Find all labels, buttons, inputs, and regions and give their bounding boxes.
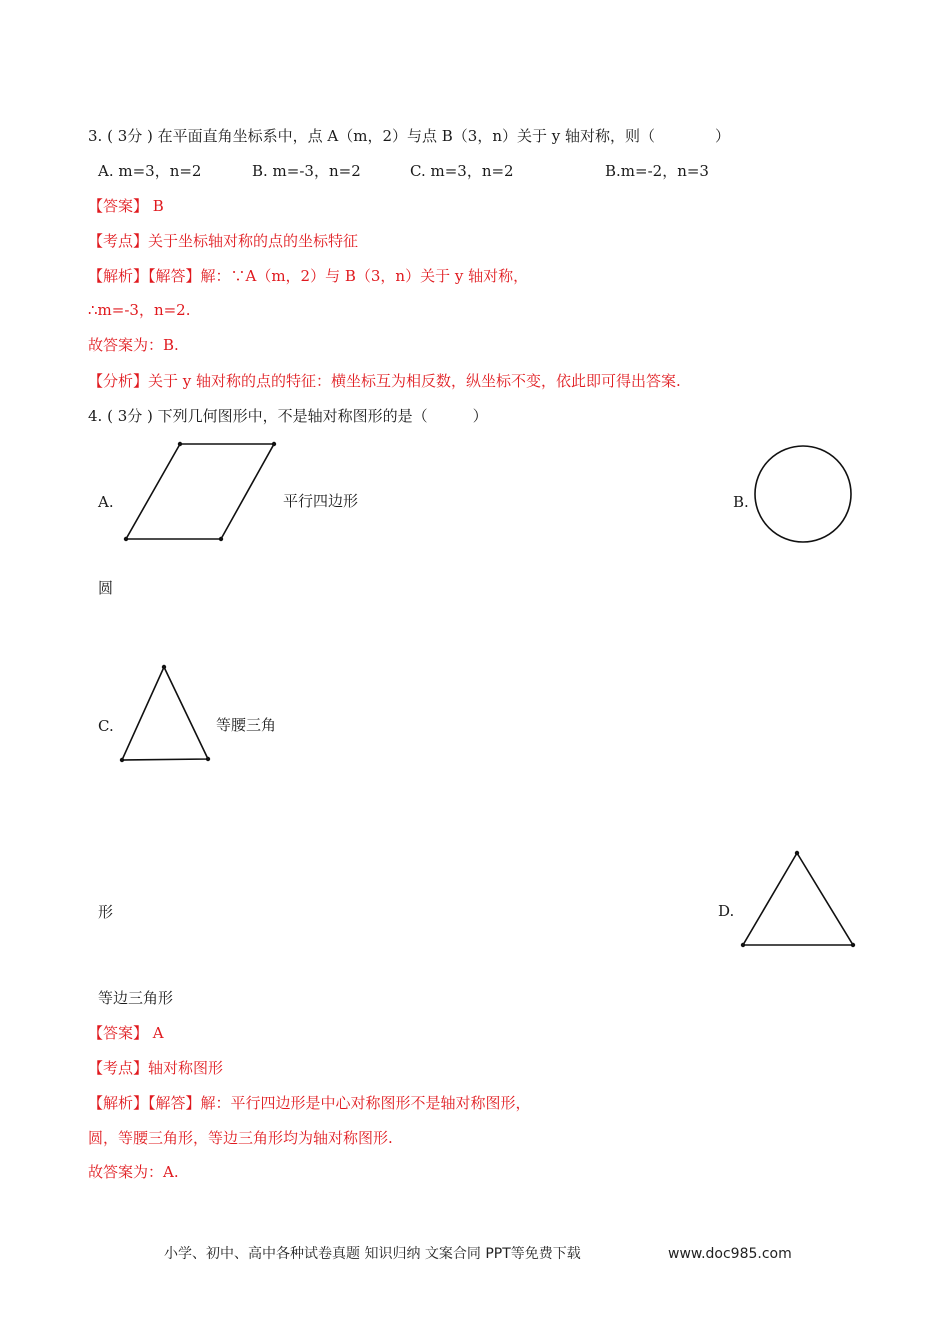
q3-option-a: A. m=3，n=2 (98, 162, 202, 180)
q3-note: 【分析】关于 y 轴对称的点的特征：横坐标互为相反数，纵坐标不变，依此即可得出答案. (88, 372, 681, 390)
q4-stem: 4. ( 3分 ) 下列几何图形中，不是轴对称图形的是（ ） (88, 407, 488, 425)
footer-text: 小学、初中、高中各种试卷真题 知识归纳 文案合同 PPT等免费下载 (164, 1246, 581, 1262)
q4-option-c-label-1: 等腰三角 (216, 716, 277, 734)
footer-url[interactable]: www.doc985.com (668, 1246, 792, 1262)
q4-option-d-letter: D. (718, 902, 735, 920)
q3-point: 【考点】关于坐标轴对称的点的坐标特征 (88, 232, 359, 250)
q3-option-b: B. m=-3，n=2 (252, 162, 361, 180)
q3-answer: 【答案】 B (88, 197, 164, 215)
q3-analysis-2: ∴m=-3，n=2. (88, 301, 191, 319)
q3-conclusion: 故答案为：B. (88, 336, 179, 354)
q4-option-a-label: 平行四边形 (283, 492, 359, 510)
q4-option-d-label: 等边三角形 (98, 989, 174, 1007)
q4-option-c-label-2: 形 (98, 903, 114, 921)
q4-answer: 【答案】 A (88, 1024, 164, 1042)
q4-option-b-letter: B. (733, 493, 749, 511)
q3-stem: 3. ( 3分 ) 在平面直角坐标系中，点 A（m，2）与点 B（3，n）关于 y 轴对称，则（ ） (88, 127, 731, 145)
q4-option-c-letter: C. (98, 717, 114, 735)
q3-option-d: B.m=-2，n=3 (605, 162, 709, 180)
q4-point: 【考点】轴对称图形 (88, 1059, 224, 1077)
q3-analysis-1: 【解析】【解答】解：∵A（m，2）与 B（3，n）关于 y 轴对称， (88, 267, 529, 285)
q4-option-a-letter: A. (98, 493, 114, 511)
q4-option-b-label: 圆 (98, 579, 114, 597)
q4-conclusion: 故答案为：A. (88, 1163, 179, 1181)
q4-analysis-2: 圆，等腰三角形，等边三角形均为轴对称图形. (88, 1129, 393, 1147)
q3-option-c: C. m=3，n=2 (410, 162, 514, 180)
q4-analysis-1: 【解析】【解答】解：平行四边形是中心对称图形不是轴对称图形， (88, 1094, 531, 1112)
